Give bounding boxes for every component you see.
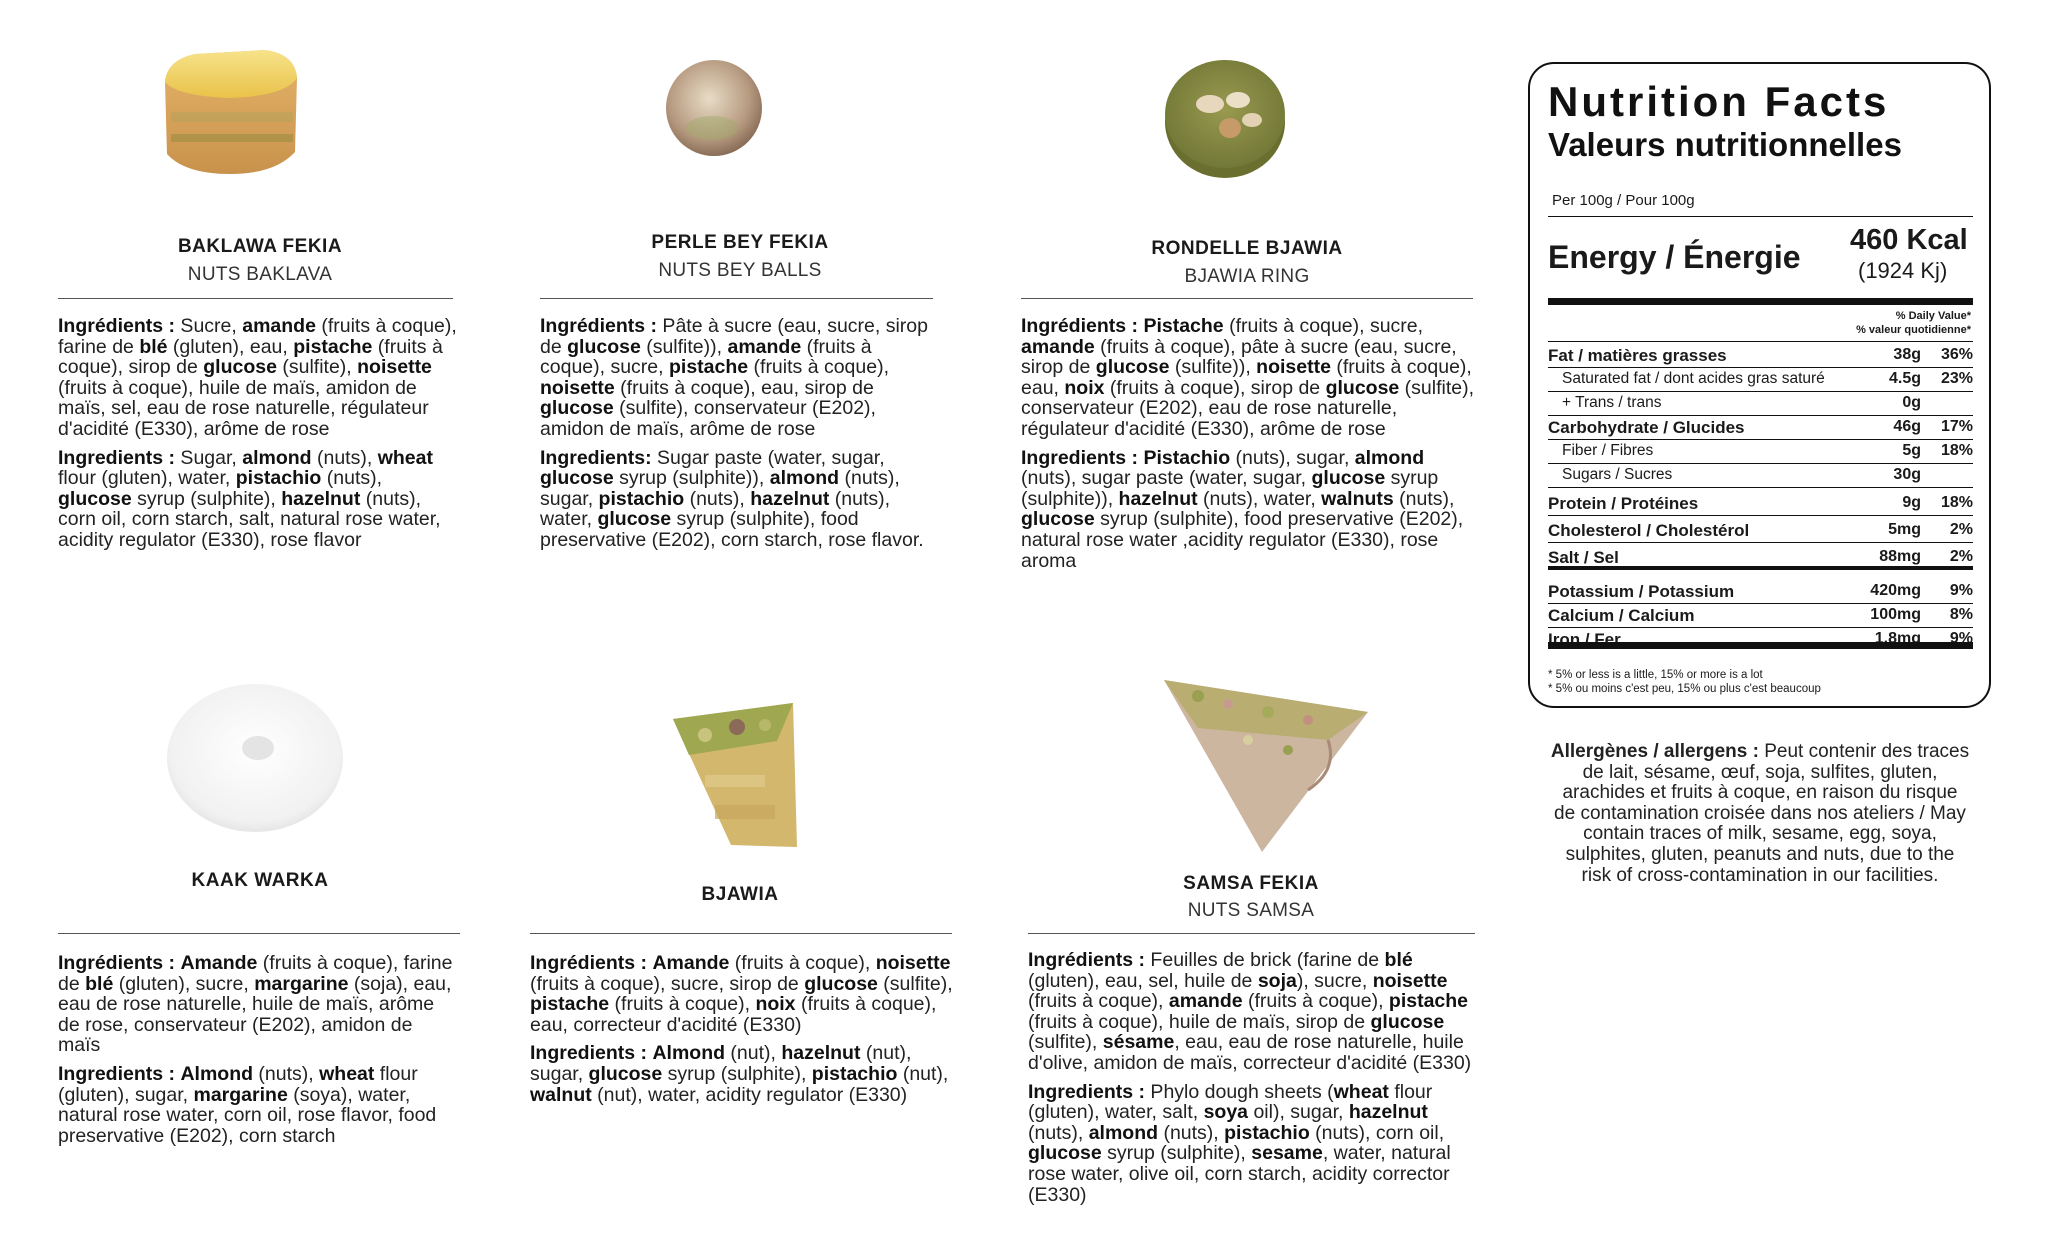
nutrient-amount: 100mg <box>1870 606 1921 623</box>
ingredients-block <box>1021 316 1476 579</box>
ingredient-text: (nuts), <box>253 1062 320 1085</box>
allergen-ingredient: wheat <box>1333 1080 1389 1103</box>
allergen-ingredient: hazelnut <box>281 487 361 510</box>
allergen-ingredient: soya <box>1203 1101 1249 1124</box>
allergen-ingredient: glucose <box>804 972 878 995</box>
ingredients-fr: Ingrédients : Feuilles de brick (farine de blé (gluten), eau, sel, huile de soja), sucre, noisette (fruits à coque), amande (fruits à coque), pistache (fruits à coque), huile de maïs, sirop de glucose (sulfite), sésame, eau, eau de rose naturelle, huile d'olive, amidon de maïs, correcteur d'acidité (E330) <box>1028 949 1472 1074</box>
ingredients-fr: Ingrédients : Amande (fruits à coque), noisette (fruits à coque), sucre, sirop de glucose (sulfite), pistache (fruits à coque), noix (fruits à coque), eau, correcteur d'acidité (E330) <box>530 952 953 1036</box>
allergen-ingredient: glucose <box>588 1062 663 1085</box>
nutrient-label: Potassium / Potassium <box>1548 582 1735 601</box>
ingredient-text: (sulfite)), <box>1169 356 1257 379</box>
ingredient-text: , eau, eau de rose naturelle, huile d'olive, amidon de maïs, correcteur d'acidité (E330) <box>1028 1031 1472 1074</box>
divider <box>530 933 952 934</box>
ingredient-text: (gluten), eau, <box>167 335 294 358</box>
ingredient-text: (fruits à coque), sirop de <box>1104 376 1326 399</box>
allergen-ingredient: wheat <box>319 1062 375 1085</box>
allergens-label: Allergènes / allergens : <box>1550 741 1759 762</box>
ingredient-text: (nuts), <box>1158 1121 1225 1144</box>
ingredients-fr: Ingrédients : Amande (fruits à coque), farine de blé (gluten), sucre, margarine (soja), eau, eau de rose naturelle, huile de maïs, arôme de rose, conservateur (E202), amidon de maïs <box>58 952 453 1057</box>
allergen-ingredient: noisette <box>1372 969 1448 992</box>
allergen-ingredient: glucose <box>540 467 614 490</box>
ingredient-text: (fruits à coque), farine de <box>58 315 457 358</box>
ingredient-text: (nuts), <box>1028 1121 1089 1144</box>
allergen-ingredient: almond <box>242 446 312 469</box>
allergens-text: Peut contenir des traces de lait, sésame, œuf, soja, sulfites, gluten, arachides et fruits à coque, en raison du risque de contamination croisée dans nos ateliers / May contain traces of milk, sesame, egg, soya, sulphites, gluten, peanuts and nuts, due to the risk of cross-contamination in our facilities. <box>1554 741 1970 886</box>
divider <box>1548 487 1973 488</box>
nutrient-row <box>1548 604 1973 628</box>
ingredients-fr: Ingrédients : Pistache (fruits à coque), sucre, amande (fruits à coque), pâte à sucre (eau, sucre, sirop de glucose (sulfite)), noisette (fruits à coque), eau, noix (fruits à coque), sirop de glucose (sulfite), conservateur (E202), eau de rose naturelle, régulateur d'acidité (E330), arôme de rose <box>1021 315 1475 440</box>
serving-size: Per 100g / Pour 100g <box>1552 192 1695 209</box>
nutrient-label: Sugars / Sucres <box>1562 466 1673 483</box>
ingredient-text: Sugar paste (water, sugar, <box>651 446 885 469</box>
nutrient-label: + Trans / trans <box>1562 394 1662 411</box>
allergen-ingredient: walnuts <box>1321 487 1394 510</box>
nutrient-amount: 5g <box>1902 442 1921 459</box>
ingredient-text: (fruits à coque), pâte à sucre (eau, sucre, sirop de <box>1021 335 1457 379</box>
allergen-ingredient: glucose <box>1028 1142 1102 1165</box>
ingredient-text: (soya), water, natural rose water, corn oil, rose flavor, food preservative (E202), corn starch <box>58 1083 437 1147</box>
footnote-en: * 5% or less is a little, 15% or more is a lot <box>1548 669 1763 681</box>
allergen-ingredient: glucose <box>203 356 277 379</box>
divider <box>1548 341 1973 342</box>
product-name: BJAWIA <box>701 884 779 905</box>
nutrient-row <box>1548 464 1973 488</box>
ingredient-text: (fruits à coque), <box>1242 990 1389 1013</box>
nutrient-daily-value: 2% <box>1949 548 1973 565</box>
ingredients-en: Ingredients : Sugar, almond (nuts), wheat flour (gluten), water, pistachio (nuts), glucose syrup (sulphite), hazelnut (nuts), corn oil, corn starch, salt, natural rose water, acidity regulator (E330), rose flavor <box>58 446 441 551</box>
nutrient-amount: 46g <box>1893 418 1921 435</box>
product-subtitle: NUTS BAKLAVA <box>187 264 333 285</box>
ingredient-text: (nuts), sugar, <box>540 467 900 510</box>
allergen-ingredient: noisette <box>540 376 615 399</box>
ingredient-text: Sucre, <box>175 315 243 337</box>
allergen-ingredient: amande <box>1021 335 1095 358</box>
ingredient-text: (fruits à coque), sucre, sirop de <box>530 972 805 995</box>
product-name: KAAK WARKA <box>191 870 329 891</box>
ingredient-text: flour (gluten), water, <box>58 467 236 490</box>
divider <box>1548 566 1973 570</box>
allergen-ingredient: almond <box>1088 1121 1159 1144</box>
allergen-ingredient: pistache <box>293 335 373 358</box>
ingredient-text: Phylo dough sheets ( <box>1145 1080 1334 1103</box>
ingredient-text: (nuts), water, <box>1197 487 1322 510</box>
rondelle-bjawia-image <box>1160 52 1290 182</box>
nutrient-row <box>1548 344 1973 368</box>
ingredient-text: (fruits à coque), eau, correcteur d'acidité (E330) <box>530 993 937 1036</box>
nutrient-label: Calcium / Calcium <box>1548 606 1695 625</box>
allergen-ingredient: glucose <box>1370 1010 1445 1033</box>
allergen-ingredient: pistachio <box>1224 1121 1310 1144</box>
ingredient-text: syrup (sulphite), <box>1101 1142 1252 1165</box>
baklawa-image <box>155 42 305 182</box>
allergen-ingredient: Pistache <box>1143 315 1224 337</box>
allergen-ingredient: noisette <box>357 356 432 379</box>
nutrient-row <box>1548 440 1973 464</box>
allergen-ingredient: noisette <box>1256 356 1331 379</box>
ingredient-text: syrup (sulphite), food preservative (E202), natural rose water ,acidity regulator (E330), rose aroma <box>1021 508 1464 572</box>
divider <box>1548 515 1973 516</box>
ingredient-text: (nut), sugar, <box>530 1042 912 1085</box>
ingredient-text: (sulfite)), <box>640 335 728 358</box>
ingredient-text: ), sucre, <box>1296 969 1373 992</box>
nutrient-amount: 5mg <box>1888 521 1921 538</box>
ingredient-text: (fruits à coque), sucre, <box>540 335 872 379</box>
ingredient-text: (nut), water, acidity regulator (E330) <box>591 1083 908 1106</box>
nutrient-row <box>1548 546 1973 570</box>
allergen-ingredient: margarine <box>193 1083 288 1106</box>
nutrient-amount: 0g <box>1902 394 1921 411</box>
ingredient-text: (fruits à coque), huile de maïs, amidon de maïs, sel, eau de rose naturelle, régulateur d'acidité (E330), arôme de rose <box>58 376 429 440</box>
ingredients-block <box>540 316 932 559</box>
divider <box>1021 298 1473 299</box>
ingredient-text: syrup (sulphite), <box>662 1062 812 1085</box>
allergen-ingredient: hazelnut <box>750 487 830 510</box>
ingredient-text: syrup (sulphite)), <box>613 467 770 490</box>
ingredient-text: (nuts), <box>321 467 383 490</box>
allergen-ingredient: Amande <box>652 952 730 974</box>
nutrition-facts-panel <box>1528 62 1991 708</box>
bjawia-image <box>665 695 805 855</box>
allergen-ingredient: pistachio <box>598 487 685 510</box>
energy-label: Energy / Énergie <box>1548 239 1801 275</box>
ingredient-text: (sulfite), <box>1028 1031 1103 1054</box>
divider <box>58 933 460 934</box>
ingredient-text: Pâte à sucre (eau, sucre, sirop de <box>540 315 928 358</box>
allergen-ingredient: almond <box>1354 446 1425 469</box>
ingredients-en: Ingredients : Almond (nut), hazelnut (nut), sugar, glucose syrup (sulphite), pistachio (nut), walnut (nut), water, acidity regulator (E330) <box>530 1042 949 1106</box>
ingredient-text: syrup (sulphite), <box>131 487 282 510</box>
ingredient-text: (nuts), corn oil, corn starch, salt, natural rose water, acidity regulator (E330), rose flavor <box>58 487 441 551</box>
ingredient-text: (sulfite), <box>276 356 358 379</box>
ingredient-text: (fruits à coque), <box>729 952 876 974</box>
ingredients-en: Ingredients: Sugar paste (water, sugar, glucose syrup (sulphite)), almond (nuts), sugar, pistachio (nuts), hazelnut (nuts), water, glucose syrup (sulphite), food preservative (E202), corn starch, rose flavor. <box>540 446 924 551</box>
allergen-ingredient: pistache <box>1388 990 1469 1013</box>
nutrient-amount: 88mg <box>1879 548 1921 565</box>
nutrient-daily-value: 8% <box>1949 606 1973 623</box>
product-subtitle: BJAWIA RING <box>1184 266 1310 287</box>
kaak-warka-image <box>160 678 350 838</box>
allergen-ingredient: blé <box>1384 949 1413 971</box>
ingredient-text: (fruits à coque), eau, sirop de <box>614 376 874 399</box>
perle-bey-image <box>662 56 767 161</box>
nutrient-label: Cholesterol / Cholestérol <box>1548 521 1750 540</box>
ingredient-text: syrup (sulphite), food preservative (E202), corn starch, rose flavor. <box>540 508 924 551</box>
ingredient-text: flour (gluten), water, salt, <box>1028 1080 1433 1124</box>
ingredient-text: (fruits à coque), sucre, <box>1223 315 1424 337</box>
ingredients-fr: Ingrédients : Sucre, amande (fruits à coque), farine de blé (gluten), eau, pistache (fruits à coque), sirop de glucose (sulfite), noisette (fruits à coque), huile de maïs, amidon de maïs, sel, eau de rose naturelle, régulateur d'acidité (E330), arôme de rose <box>58 315 457 440</box>
daily-value-header <box>1856 309 1971 337</box>
nutrient-daily-value: 36% <box>1940 346 1973 363</box>
nutrition-title: Nutrition Facts <box>1548 78 1890 125</box>
allergen-ingredient: pistache <box>530 993 610 1016</box>
nutrient-row <box>1548 368 1973 392</box>
ingredient-text: (sulfite), conservateur (E202), eau de rose naturelle, régulateur d'acidité (E330), arôme de rose <box>1021 376 1475 440</box>
ingredients-en: Ingredients : Pistachio (nuts), sugar, almond (nuts), sugar paste (water, sugar, glucose syrup (sulphite)), hazelnut (nuts), water, walnuts (nuts), glucose syrup (sulphite), food preservative (E202), natural rose water ,acidity regulator (E330), rose aroma <box>1021 446 1464 572</box>
nutrient-row <box>1548 416 1973 440</box>
allergen-ingredient: glucose <box>58 487 132 510</box>
ingredients-en: Ingredients : Almond (nuts), wheat flour (gluten), sugar, margarine (soya), water, natural rose water, corn oil, rose flavor, food preservative (E202), corn starch <box>58 1062 437 1147</box>
divider <box>1548 642 1973 649</box>
allergen-ingredient: sésame <box>1102 1031 1175 1054</box>
nutrient-daily-value: 18% <box>1940 494 1973 511</box>
ingredient-text: (nuts), sugar paste (water, sugar, <box>1021 467 1312 490</box>
ingredient-text: Feuilles de brick (farine de <box>1145 949 1385 971</box>
nutrient-daily-value: 9% <box>1949 582 1973 599</box>
nutrient-amount: 1.8mg <box>1874 630 1921 647</box>
allergen-ingredient: glucose <box>1325 376 1400 399</box>
allergen-ingredient: blé <box>139 335 168 358</box>
allergen-ingredient: margarine <box>254 972 349 995</box>
nutrient-label: Protein / Protéines <box>1548 494 1699 513</box>
nutrient-daily-value: 23% <box>1940 370 1973 387</box>
daily-value-header-en: % Daily Value* <box>1895 310 1971 322</box>
divider <box>540 298 933 299</box>
product-name: PERLE BEY FEKIA <box>651 232 829 253</box>
product-name: RONDELLE BJAWIA <box>1151 238 1343 259</box>
nutrition-footnote <box>1548 668 1821 696</box>
ingredient-text: (fruits à coque), eau, <box>1021 356 1472 399</box>
allergen-ingredient: noisette <box>875 952 951 974</box>
energy-kj: (1924 Kj) <box>1858 258 1948 283</box>
ingredient-text: (sulfite), <box>877 972 953 995</box>
ingredient-text: syrup (sulphite)), <box>1021 467 1439 510</box>
nutrient-amount: 4.5g <box>1888 370 1921 387</box>
allergen-ingredient: Amande <box>180 952 258 974</box>
allergen-ingredient: Pistachio <box>1143 446 1231 469</box>
ingredients-block <box>58 953 458 1154</box>
energy-kcal: 460 Kcal <box>1850 224 1968 256</box>
nutrient-amount: 9g <box>1902 494 1921 511</box>
divider <box>1548 216 1973 217</box>
allergen-ingredient: hazelnut <box>1118 487 1198 510</box>
nutrient-daily-value: 17% <box>1940 418 1973 435</box>
nutrient-label: Fat / matières grasses <box>1548 346 1727 365</box>
allergen-ingredient: pistachio <box>811 1062 898 1085</box>
divider <box>1548 298 1973 305</box>
ingredient-text: (fruits à coque), <box>1028 990 1169 1013</box>
ingredients-block <box>58 316 458 559</box>
nutrient-label: Saturated fat / dont acides gras saturé <box>1562 370 1825 387</box>
allergen-ingredient: walnut <box>530 1083 592 1106</box>
ingredient-text: (gluten), eau, sel, huile de <box>1028 969 1258 992</box>
ingredient-text: , water, natural rose water, olive oil, corn starch, acidity corrector (E330) <box>1028 1142 1451 1206</box>
ingredient-text: oil), sugar, <box>1248 1101 1349 1124</box>
nutrient-label: Salt / Sel <box>1548 548 1619 567</box>
allergen-ingredient: hazelnut <box>781 1042 861 1065</box>
ingredient-text: (nut), <box>897 1062 949 1085</box>
allergen-ingredient: Almond <box>652 1042 726 1065</box>
allergen-ingredient: amande <box>727 335 802 358</box>
allergen-ingredient: pistache <box>668 356 749 379</box>
product-subtitle: NUTS SAMSA <box>1187 900 1315 921</box>
nutrient-amount: 420mg <box>1870 582 1921 599</box>
nutrient-daily-value: 18% <box>1940 442 1973 459</box>
ingredient-text: (nuts), <box>1393 487 1455 510</box>
allergen-ingredient: glucose <box>1095 356 1170 379</box>
ingredient-text: Sugar, <box>175 446 243 469</box>
ingredients-fr: Ingrédients : Pâte à sucre (eau, sucre, sirop de glucose (sulfite)), amande (fruits à coque), sucre, pistache (fruits à coque), noisette (fruits à coque), eau, sirop de glucose (sulfite), conservateur (E202), amidon de maïs, arôme de rose <box>540 315 928 440</box>
ingredient-text: (soja), eau, eau de rose naturelle, huile de maïs, arôme de rose, conservateur (E202), amidon de maïs <box>58 972 452 1057</box>
allergens-note <box>1550 742 1970 886</box>
ingredient-text: (nuts), sugar, <box>1230 446 1355 469</box>
allergen-ingredient: glucose <box>540 397 614 420</box>
divider <box>1548 542 1973 543</box>
nutrient-row <box>1548 492 1973 516</box>
allergen-ingredient: sesame <box>1251 1142 1323 1165</box>
allergen-ingredient: amande <box>1168 990 1243 1013</box>
ingredient-text: flour (gluten), sugar, <box>58 1062 418 1106</box>
allergen-ingredient: glucose <box>1021 508 1095 531</box>
allergen-ingredient: glucose <box>567 335 641 358</box>
divider <box>1028 933 1475 934</box>
ingredient-text: (fruits à coque), <box>748 356 889 379</box>
ingredients-block <box>1028 950 1478 1213</box>
allergen-ingredient: glucose <box>1311 467 1386 490</box>
allergen-ingredient: Almond <box>180 1062 254 1085</box>
ingredient-text: (fruits à coque), farine de <box>58 952 453 995</box>
allergen-ingredient: blé <box>85 972 114 995</box>
nutrient-label: Iron / Fer <box>1548 630 1621 649</box>
nutrient-row <box>1548 519 1973 543</box>
nutrient-label: Carbohydrate / Glucides <box>1548 418 1745 437</box>
daily-value-header-fr: % valeur quotidienne* <box>1856 324 1971 336</box>
ingredient-text: (nuts), <box>311 446 378 469</box>
allergen-ingredient: noix <box>1064 376 1105 399</box>
nutrient-amount: 30g <box>1893 466 1921 483</box>
ingredient-text: (fruits à coque), <box>609 993 756 1016</box>
ingredient-text: (nuts), <box>684 487 751 510</box>
product-subtitle: NUTS BEY BALLS <box>658 260 822 281</box>
product-name: BAKLAWA FEKIA <box>177 236 343 257</box>
nutrient-daily-value: 2% <box>1949 521 1973 538</box>
ingredient-text: (nuts), corn oil, <box>1309 1121 1445 1144</box>
ingredient-text: (fruits à coque), huile de maïs, sirop de <box>1028 1010 1371 1033</box>
allergen-ingredient: amande <box>242 315 316 337</box>
ingredient-text: (nuts), water, <box>540 487 891 531</box>
allergen-ingredient: almond <box>769 467 840 490</box>
nutrient-label: Fiber / Fibres <box>1562 442 1654 459</box>
ingredient-text: (sulfite), conservateur (E202), amidon de maïs, arôme de rose <box>540 397 876 440</box>
nutrient-row <box>1548 580 1973 604</box>
product-name: SAMSA FEKIA <box>1183 873 1319 894</box>
allergen-ingredient: wheat <box>377 446 433 469</box>
ingredient-text: (nut), <box>725 1042 782 1065</box>
nutrient-row <box>1548 392 1973 416</box>
nutrition-subtitle: Valeurs nutritionnelles <box>1548 126 1902 163</box>
allergen-ingredient: hazelnut <box>1348 1101 1428 1124</box>
divider <box>58 298 453 299</box>
samsa-image <box>1158 670 1378 860</box>
ingredients-en: Ingredients : Phylo dough sheets (wheat flour (gluten), water, salt, soya oil), sugar, hazelnut (nuts), almond (nuts), pistachio (nuts), corn oil, glucose syrup (sulphite), sesame, water, natural rose water, olive oil, corn starch, acidity corrector (E330) <box>1028 1080 1451 1206</box>
nutrient-amount: 38g <box>1893 346 1921 363</box>
allergen-ingredient: noix <box>755 993 796 1016</box>
nutrient-daily-value: 9% <box>1949 630 1973 647</box>
allergen-ingredient: glucose <box>597 508 672 531</box>
footnote-fr: * 5% ou moins c'est peu, 15% ou plus c'est beaucoup <box>1548 683 1821 695</box>
ingredient-text: (gluten), sucre, <box>113 972 255 995</box>
allergen-ingredient: pistachio <box>235 467 322 490</box>
ingredients-block <box>530 953 955 1113</box>
ingredient-text: (fruits à coque), sirop de <box>58 335 443 379</box>
allergen-ingredient: soja <box>1257 969 1297 992</box>
